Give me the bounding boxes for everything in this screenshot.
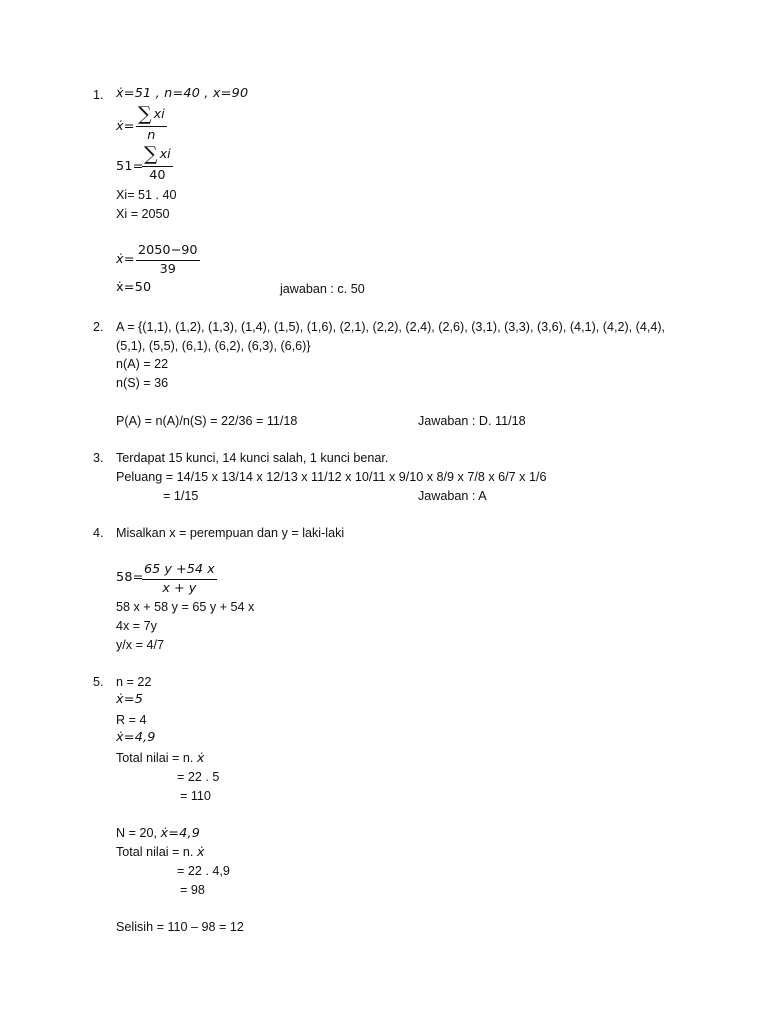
q5-total-symbol-2: ẋ xyxy=(196,845,205,860)
q2-set-line1: A = {(1,1), (1,2), (1,3), (1,4), (1,5), (1,6), (2,1), (2,2), (2,4), (2,6), (3,1), (3,3), (3,6), (4,1), (4,2), (4,4), xyxy=(116,320,666,334)
q4-step1: 58 x + 58 y = 65 y + 54 x xyxy=(116,600,255,614)
q5-selisih: Selisih = 110 – 98 = 12 xyxy=(116,920,244,934)
q1-new-mean-denominator: 39 xyxy=(159,261,176,277)
q5-total-label-text-2: Total nilai = n. xyxy=(116,845,194,859)
q1-given: ẋ=51 , n=40 , x=90 xyxy=(116,86,249,101)
q5-N-line xyxy=(116,827,200,841)
q4-statement: Misalkan x = perempuan dan y = laki-laki xyxy=(116,526,345,540)
q1-sub-fraction xyxy=(142,145,173,183)
q1-xi-result: Xi = 2050 xyxy=(116,207,170,221)
q3-answer: Jawaban : A xyxy=(418,489,487,503)
q1-xi-calc: Xi= 51 . 40 xyxy=(116,188,177,202)
q5-total-calc-2: = 22 . 4,9 xyxy=(177,864,230,878)
q5-total-result-2: = 98 xyxy=(180,883,205,897)
q1-number: 1. xyxy=(93,88,104,102)
q5-total-calc-1: = 22 . 5 xyxy=(177,770,220,784)
q3-result: = 1/15 xyxy=(163,489,199,503)
q4-eq-denominator: x + y xyxy=(162,580,197,596)
sigma-symbol: ∑ xyxy=(144,143,158,165)
q5-R: R = 4 xyxy=(116,713,147,727)
q4-step2: 4x = 7y xyxy=(116,619,157,633)
q1-new-mean-lhs: ẋ= xyxy=(116,252,135,267)
q4-step3: y/x = 4/7 xyxy=(116,638,164,652)
q1-formula-denominator: n xyxy=(147,128,156,143)
q1-sub-lhs: 51= xyxy=(116,159,144,174)
q1-formula-lhs: ẋ= xyxy=(116,119,135,134)
q1-result: ẋ=50 xyxy=(116,280,152,295)
q4-number: 4. xyxy=(93,526,104,540)
q1-new-mean-numerator: 2050−90 xyxy=(136,245,200,261)
q1-new-mean-fraction xyxy=(136,245,200,277)
q5-mean1: ẋ=5 xyxy=(116,692,144,707)
q4-eq-numerator: 65 y +54 x xyxy=(142,564,217,580)
q5-number: 5. xyxy=(93,675,104,689)
q2-answer: Jawaban : D. 11/18 xyxy=(418,414,526,428)
q1-formula-numerator: xi xyxy=(153,107,165,122)
q1-sub-denominator: 40 xyxy=(149,168,166,183)
q2-number: 2. xyxy=(93,320,104,334)
q5-total-label-text-1: Total nilai = n. xyxy=(116,751,194,765)
q1-answer: jawaban : c. 50 xyxy=(280,282,365,296)
q1-sub-numerator: xi xyxy=(159,147,171,162)
q2-nS: n(S) = 36 xyxy=(116,376,169,390)
q3-statement: Terdapat 15 kunci, 14 kunci salah, 1 kunci benar. xyxy=(116,451,389,465)
q2-nA: n(A) = 22 xyxy=(116,357,169,371)
q5-n: n = 22 xyxy=(116,675,152,689)
q1-formula-fraction xyxy=(136,105,167,143)
q5-total-symbol-1: ẋ xyxy=(196,751,205,766)
q5-N-prefix: N = 20, xyxy=(116,826,157,840)
q3-peluang: Peluang = 14/15 x 13/14 x 12/13 x 11/12 x 10/11 x 9/10 x 8/9 x 7/8 x 6/7 x 1/6 xyxy=(116,470,547,484)
q5-total-label-2 xyxy=(116,846,205,860)
q5-mean2: ẋ=4,9 xyxy=(116,730,156,745)
q2-probability: P(A) = n(A)/n(S) = 22/36 = 11/18 xyxy=(116,414,298,428)
q4-eq-fraction xyxy=(142,564,217,596)
q2-set-line2: (5,1), (5,5), (6,1), (6,2), (6,3), (6,6)} xyxy=(116,339,311,353)
q5-N-mean: ẋ=4,9 xyxy=(160,826,201,841)
q4-eq-lhs: 58= xyxy=(116,570,144,585)
sigma-symbol: ∑ xyxy=(138,103,152,125)
q5-total-result-1: = 110 xyxy=(180,789,211,803)
q3-number: 3. xyxy=(93,451,104,465)
q5-total-label-1 xyxy=(116,752,205,766)
